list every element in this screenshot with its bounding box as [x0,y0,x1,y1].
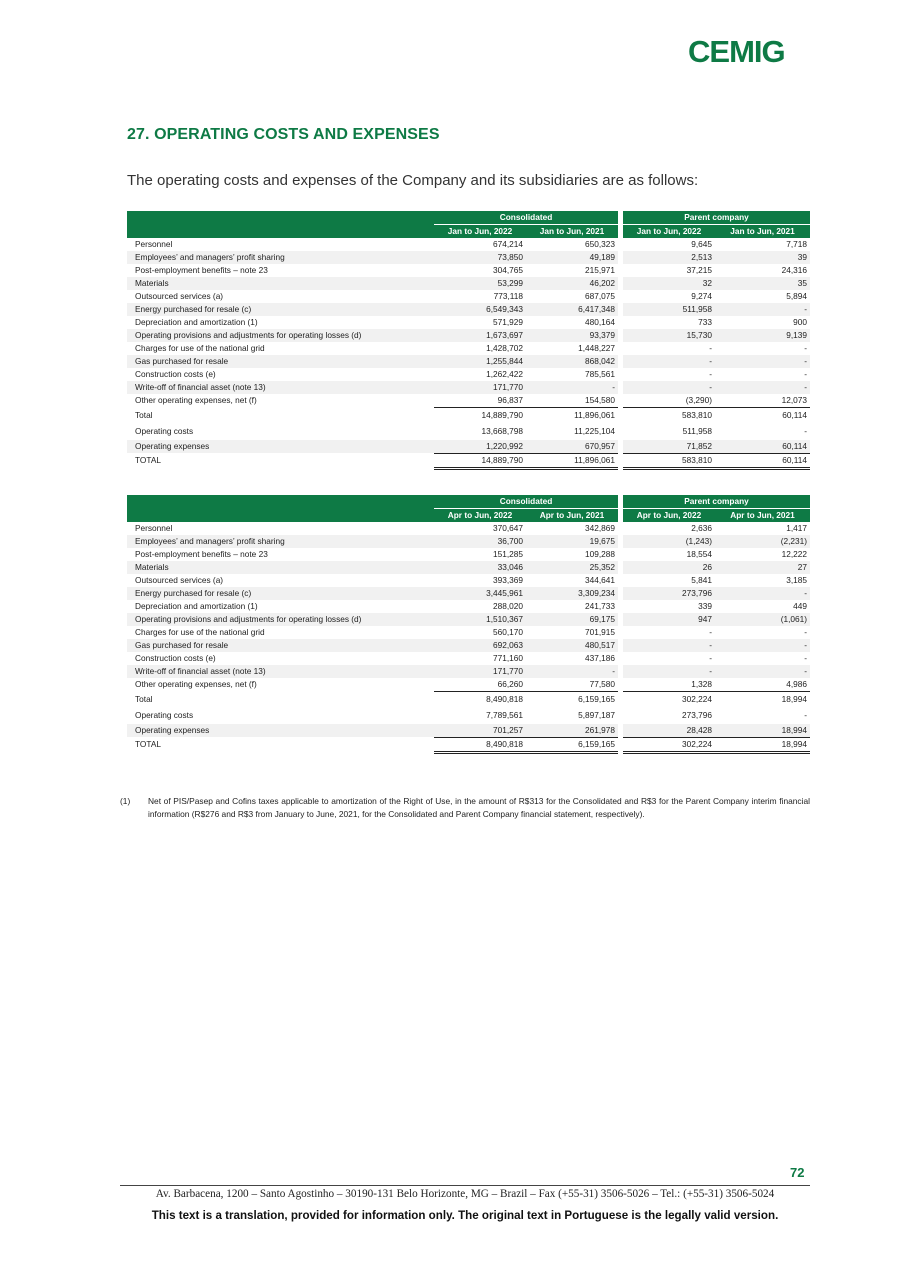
cell-value: 7,718 [786,239,807,249]
cell-value: (1,061) [715,613,810,626]
cell-value: 15,730 [623,329,715,342]
cell-value: 33,046 [434,561,526,574]
cell-value: 5,894 [786,291,807,301]
table-row [127,613,810,626]
page-number: 72 [790,1165,805,1180]
cell-value: 32 [623,277,715,290]
cell-value: 1,510,367 [434,613,526,626]
cell-value: 1,255,844 [434,355,526,368]
cell-value: 18,994 [715,737,810,752]
cell-value: 66,260 [434,678,526,692]
column-header: Jan to Jun, 2022 [623,225,715,239]
row-label: Other operating expenses, net (f) [135,395,257,406]
header-blank [127,211,434,238]
cell-value: 171,770 [434,381,526,394]
cell-value: 771,160 [493,653,523,663]
row-label: Operating provisions and adjustments for operating losses (d) [127,613,434,626]
cell-value: 1,220,992 [434,440,526,454]
row-label: Operating costs [135,426,194,436]
table-row [127,440,810,454]
footnote-text: Net of PIS/Pasep and Cofins taxes applicable to amortization of the Right of Use, in the amount of R$313 for the Consolidated and R$3 for the Parent Company interim financial information (R$276 and R$3 from January to June, 2021, for the Consolidated and Parent Company financial statement, respectively). [148,796,810,819]
cemig-logo [688,34,806,66]
cell-value: - [715,381,810,394]
footer-address: Av. Barbacena, 1200 – Santo Agostinho – 30190-131 Belo Horizonte, MG – Brazil – Fax (+55-31) 3506-5026 – Tel.: (+55-31) 3506-5024 [155,1188,775,1200]
group-consolidated: Consolidated [434,495,618,509]
table-row [127,368,810,381]
row-label: Write-off of financial asset (note 13) [127,665,434,678]
cell-value: - [715,303,810,316]
cell-value: (3,290) [623,394,715,408]
cell-value: 6,159,165 [526,737,618,752]
cell-value: - [623,665,715,678]
cell-value: 27 [715,561,810,574]
cell-value: 261,978 [526,724,618,738]
cell-value: - [709,369,712,379]
row-label: Other operating expenses, net (f) [135,679,257,690]
cell-value: 12,073 [715,394,810,408]
cell-value: 3,445,961 [434,587,526,600]
row-label: Construction costs (e) [135,653,216,663]
cell-value: 511,958 [623,303,715,316]
cell-value: 37,215 [686,265,712,275]
cell-value: - [709,627,712,637]
cell-value: 9,645 [691,239,712,249]
cell-value: - [709,653,712,663]
cell-value: - [804,710,807,720]
table-row [127,574,810,587]
cell-value: 1,262,422 [486,369,523,379]
cell-value: 35 [715,277,810,290]
cell-value: 18,994 [781,694,807,705]
table-row [127,724,810,738]
cell-value: 1,328 [623,678,715,692]
cell-value: 701,915 [585,627,615,637]
table-row [127,522,810,535]
cell-value: 304,765 [493,265,523,275]
cell-value: 60,114 [715,453,810,468]
cell-value: 241,733 [585,601,615,611]
table-row [127,548,810,561]
cell-value: 273,796 [682,710,712,720]
cell-value: - [709,343,712,353]
cell-value: - [804,653,807,663]
cell-value: 3,185 [786,575,807,585]
column-header: Apr to Jun, 2022 [434,509,526,523]
cell-value: 560,170 [493,627,523,637]
cell-value: 11,896,061 [526,453,618,468]
cell-value: 96,837 [434,394,526,408]
row-label: Construction costs (e) [135,369,216,379]
row-label: Employees’ and managers’ profit sharing [127,535,434,548]
logo-text: CEMIG [688,34,785,66]
cell-value: 6,159,165 [578,694,615,705]
table-row [127,251,810,264]
cell-value: 302,224 [623,737,715,752]
table-row [127,600,810,613]
cell-value: 480,517 [526,639,618,652]
table-row [127,678,810,692]
cell-value: 14,889,790 [434,453,526,468]
row-label: Operating costs [135,710,194,720]
cell-value: 49,189 [526,251,618,264]
table-row [127,316,810,329]
cell-value: (1,243) [623,535,715,548]
cell-value: 24,316 [781,265,807,275]
row-label: Charges for use of the national grid [135,343,265,353]
cell-value: 46,202 [526,277,618,290]
operating-costs-table-quarter [127,495,810,754]
cell-value: 701,257 [434,724,526,738]
cell-value: 11,225,104 [574,426,615,436]
cell-value: 171,770 [434,665,526,678]
table-row [127,535,810,548]
footer-divider [120,1185,810,1186]
row-label: Post-employment benefits – note 23 [135,549,268,559]
cell-value: 14,889,790 [481,410,523,421]
cell-value: 344,641 [585,575,615,585]
row-label: Energy purchased for resale (c) [127,587,434,600]
row-label: Personnel [135,523,173,533]
table-row [127,424,810,440]
row-label: Materials [127,277,434,290]
cell-value: - [804,426,807,436]
cell-value: 650,323 [585,239,615,249]
cell-value: - [715,639,810,652]
cell-value: 674,214 [493,239,523,249]
cell-value: 370,647 [493,523,523,533]
table-row [127,737,810,752]
cell-value: 1,428,702 [486,343,523,353]
group-parent-company: Parent company [623,211,810,225]
cell-value: - [804,627,807,637]
column-header: Jan to Jun, 2022 [434,225,526,239]
cell-value: 583,810 [623,453,715,468]
cell-value: 437,186 [585,653,615,663]
row-label: Gas purchased for resale [127,355,434,368]
cell-value: 8,490,818 [486,694,523,705]
header-blank [127,495,434,522]
cell-value: 583,810 [682,410,712,421]
column-header: Apr to Jun, 2022 [623,509,715,523]
cell-value: 1,448,227 [578,343,615,353]
table-row [127,453,810,468]
cell-value: - [715,665,810,678]
cell-value: 93,379 [526,329,618,342]
row-label: Total [135,410,153,420]
table-row [127,238,810,251]
cell-value: 25,352 [526,561,618,574]
cell-value: 11,896,061 [574,410,615,421]
cell-value: 785,561 [585,369,615,379]
row-label: Gas purchased for resale [127,639,434,652]
cell-value: 69,175 [526,613,618,626]
table-row [127,587,810,600]
column-header: Jan to Jun, 2021 [526,225,618,239]
cell-value: 692,063 [434,639,526,652]
cell-value: 13,668,798 [481,426,523,436]
row-label: Outsourced services (a) [135,575,224,585]
cell-value: 12,222 [781,549,807,559]
cell-value: 2,513 [623,251,715,264]
cell-value: - [623,355,715,368]
table-row [127,329,810,342]
row-label: Depreciation and amortization (1) [135,317,258,327]
row-label: TOTAL [135,739,161,749]
cell-value: 947 [623,613,715,626]
cell-value: 288,020 [493,601,523,611]
table-row [127,342,810,355]
row-label: Charges for use of the national grid [135,627,265,637]
cell-value: (2,231) [715,535,810,548]
table-row [127,652,810,665]
row-label: Operating provisions and adjustments for operating losses (d) [127,329,434,342]
table-row [127,264,810,277]
row-label: Employees’ and managers’ profit sharing [127,251,434,264]
table-row [127,639,810,652]
cell-value: 19,675 [526,535,618,548]
cell-value: - [623,639,715,652]
footer-disclaimer: This text is a translation, provided for information only. The original text in Portuguese is the legally valid version. [151,1209,779,1222]
table-row [127,408,810,424]
footnote-mark: (1) [120,796,131,806]
cell-value: 670,957 [526,440,618,454]
cell-value: 8,490,818 [434,737,526,752]
table-row [127,692,810,708]
cell-value: 18,994 [715,724,810,738]
section-title: 27. OPERATING COSTS AND EXPENSES [127,126,440,143]
cell-value: 215,971 [585,265,615,275]
cell-value: 6,417,348 [526,303,618,316]
cell-value: 9,274 [691,291,712,301]
row-label: Total [135,694,153,704]
cell-value: 868,042 [526,355,618,368]
table-row [127,626,810,639]
cell-value: 39 [715,251,810,264]
cell-value: 393,369 [493,575,523,585]
operating-costs-table-semester [127,211,810,470]
cell-value: 511,958 [682,426,712,436]
group-parent-company: Parent company [623,495,810,509]
cell-value: 53,299 [434,277,526,290]
cell-value: 36,700 [434,535,526,548]
column-header: Apr to Jun, 2021 [526,509,618,523]
cell-value: 154,580 [526,394,618,408]
cell-value: 1,417 [786,523,807,533]
cell-value: 18,554 [686,549,712,559]
cell-value: 109,288 [585,549,615,559]
cell-value: - [526,381,618,394]
cell-value: 28,428 [623,724,715,738]
cell-value: - [715,587,810,600]
table-row [127,355,810,368]
column-header: Jan to Jun, 2021 [715,225,810,239]
cell-value: - [623,381,715,394]
cell-value: 26 [623,561,715,574]
cell-value: 71,852 [623,440,715,454]
cell-value: - [804,343,807,353]
cell-value: 73,850 [434,251,526,264]
table-row [127,303,810,316]
cell-value: 151,285 [493,549,523,559]
cell-value: - [526,665,618,678]
column-header: Apr to Jun, 2021 [715,509,810,523]
row-label: Materials [127,561,434,574]
row-label: Outsourced services (a) [135,291,224,301]
cell-value: 302,224 [682,694,712,705]
cell-value: 5,897,187 [578,710,615,720]
row-label: Operating expenses [127,440,434,454]
cell-value: 342,869 [585,523,615,533]
row-label: Depreciation and amortization (1) [135,601,258,611]
cell-value: 6,549,343 [434,303,526,316]
cell-value: 1,673,697 [434,329,526,342]
table-row [127,394,810,408]
table-row [127,665,810,678]
row-label: Energy purchased for resale (c) [127,303,434,316]
cell-value: 7,789,561 [486,710,523,720]
row-label: Operating expenses [127,724,434,738]
table-row [127,290,810,303]
row-label: Post-employment benefits – note 23 [135,265,268,275]
cell-value: 480,164 [585,317,615,327]
table-row [127,277,810,290]
footnote [120,795,810,821]
cell-value: 687,075 [585,291,615,301]
cell-value: 733 [698,317,712,327]
cell-value: 9,139 [715,329,810,342]
cell-value: 60,114 [782,410,807,421]
cell-value: 900 [793,317,807,327]
cell-value: 449 [793,601,807,611]
table-row [127,708,810,724]
table-row [127,561,810,574]
row-label: Write-off of financial asset (note 13) [127,381,434,394]
group-consolidated: Consolidated [434,211,618,225]
cell-value: 2,636 [691,523,712,533]
cell-value: 60,114 [715,440,810,454]
cell-value: 3,309,234 [526,587,618,600]
intro-text: The operating costs and expenses of the Company and its subsidiaries are as follows: [127,172,699,189]
cell-value: - [715,355,810,368]
cell-value: 5,841 [691,575,712,585]
cell-value: 4,986 [715,678,810,692]
cell-value: 773,118 [493,291,523,301]
cell-value: 571,929 [493,317,523,327]
cell-value: - [804,369,807,379]
cell-value: 77,580 [526,678,618,692]
row-label: TOTAL [135,455,161,465]
row-label: Personnel [135,239,173,249]
cell-value: 339 [698,601,712,611]
cell-value: 273,796 [623,587,715,600]
table-row [127,381,810,394]
